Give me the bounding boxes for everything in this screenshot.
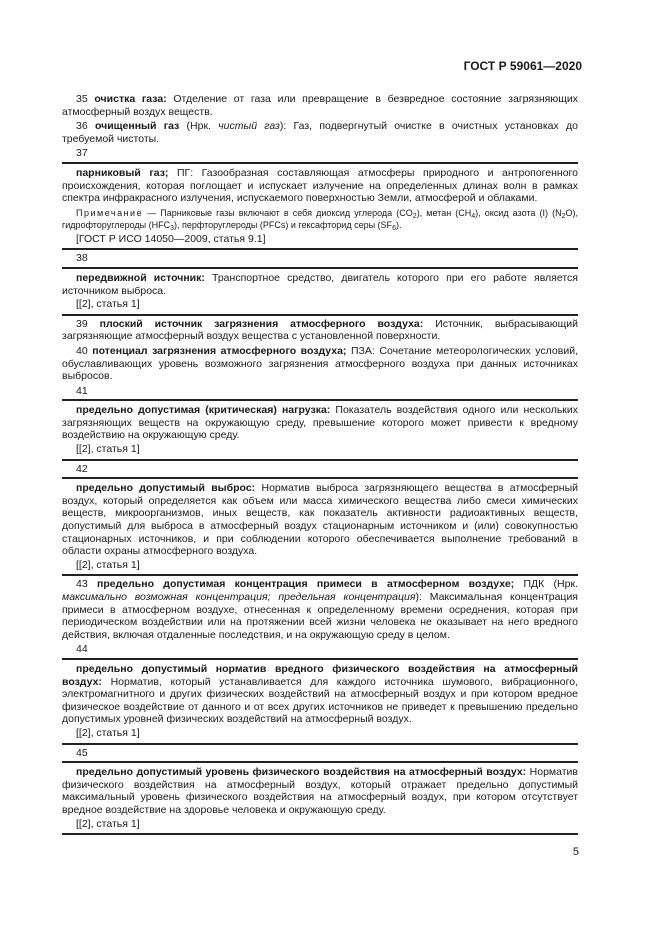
- term-name: предельно допустимая концентрация примеси в атмосферном воздухе;: [97, 578, 515, 591]
- term-number: 45: [76, 746, 88, 759]
- term-name: предельно допустимый норматив вредного физического воздействия на атмосферный воздух:: [62, 662, 578, 688]
- document-body: [62, 93, 578, 837]
- term-number: 40: [76, 344, 88, 357]
- term-definition: ПЗА: Сочетание метеорологических условий, обуславливающих уровень возможного загрязнения атмосферного воздуха при данных источниках выбросов.: [62, 344, 578, 383]
- term-box-45: [62, 761, 578, 835]
- term-definition: ПГ: Газообразная составляющая атмосферы природного и антропогенного происхождения, которая поглощает и испускает излучение на определенных длинах волн в рамках спектра инфракрасного излучения, испускаемого поверхностью Земли, атмосферой и облаками.: [62, 166, 578, 205]
- term-box-42: [62, 477, 578, 576]
- term-name: очищенный газ: [94, 120, 180, 133]
- term-definition: ): Газ, подвергнутый очистке в очистных установках до требуемой чистоты.: [62, 120, 578, 145]
- term-entry-35: [62, 93, 578, 118]
- term-definition: Источник, выбрасывающий загрязняющие атмосферный воздух вещества с установленной поверхности.: [62, 317, 578, 343]
- term-reference: [[2], статья 1]: [76, 558, 140, 571]
- term-prefix: ПДК (Нрк.: [514, 578, 578, 591]
- term-entry-38: [62, 272, 578, 297]
- term-number: 35: [76, 93, 88, 105]
- term-name: плоский источник загрязнения атмосферного воздуха:: [99, 317, 424, 330]
- term-alt: чистый газ: [218, 120, 280, 133]
- term-reference: [[2], статья 1]: [76, 726, 140, 739]
- note-label: Примечание: [76, 207, 144, 218]
- term-reference: [[2], статья 1]: [76, 817, 140, 830]
- term-entry-39: [62, 318, 578, 343]
- term-name: предельно допустимый выброс:: [76, 482, 256, 495]
- term-alt: максимально возможная концентрация; предельная концентрация: [62, 591, 416, 603]
- term-entry-45: [62, 766, 578, 816]
- term-reference: [[2], статья 1]: [76, 443, 140, 456]
- term-definition: Норматив, который устанавливается для каждого источника шумового, вибрационного, электромагнитного и других физических воздействий на атмосферный воздух и при котором вредное физическое воздействие от данного и от всех других источников не приведет к превышению предельно допустимых уровней физических воздействий на атмосферный воздух.: [62, 675, 578, 726]
- term-note: Примечание — Парниковые газы включают в себя диоксид углерода $(CO_2)$, метан $(CH_4)$, оксид азота (I) $(N_2O)$, гидрофторуглероды $(HFC_3)$, перфторуглероды (PFCs) и гексафторид серы $(SF_6)$.: [62, 207, 578, 232]
- term-number: 41: [76, 384, 88, 397]
- term-prefix: (Нрк.: [179, 120, 219, 133]
- term-entry-43: [62, 578, 578, 641]
- term-definition: Норматив выброса загрязняющего вещества в атмосферный воздух, который определяется как объем или масса химического вещества либо смеси химических веществ, микроорганизмов, иных веществ, как показатель активности радиоактивных веществ, допустимый для выброса в атмосферный воздух стационарным источником и (или) совокупностью стационарных источников, и при соблюдении которого обеспечивается выполнение требований в области охраны атмосферного воздуха.: [62, 482, 578, 558]
- term-definition: ): Максимальная концентрация примеси в атмосферном воздухе, отнесенная к определенному времени осреднения, которая при периодическом воздействии или на протяжении всей жизни человека не оказывает на него вредного действия, включая отдаленные последствия, и на окружающую среду в целом.: [62, 591, 578, 641]
- term-box-44: [62, 658, 578, 745]
- term-definition: Транспортное средство, двигатель которого при его работе является источником выброса.: [62, 271, 578, 297]
- term-entry-40: [62, 345, 578, 383]
- term-number: 39: [76, 317, 88, 330]
- term-box-38: [62, 267, 578, 316]
- document-id: ГОСТ Р 59061—2020: [463, 59, 582, 73]
- term-number: 42: [76, 462, 88, 475]
- term-name: очистка газа:: [94, 93, 167, 105]
- term-reference: [ГОСТ Р ИСО 14050—2009, статья 9.1]: [76, 232, 266, 245]
- term-number: 37: [76, 147, 88, 160]
- page-number: 5: [572, 846, 579, 858]
- term-name: предельно допустимая (критическая) нагрузка:: [76, 404, 331, 417]
- term-entry-41: [62, 404, 578, 442]
- term-definition: Показатель воздействия одного или нескольких загрязняющих веществ на окружающую среду, превышение которого может привести к вредному воздействию на окружающую среду.: [62, 404, 578, 442]
- term-name: передвижной источник:: [76, 271, 205, 284]
- term-number: 36: [76, 120, 88, 133]
- term-number: 38: [76, 252, 88, 265]
- term-name: потенциал загрязнения атмосферного воздуха;: [92, 344, 347, 357]
- term-entry-44: [62, 663, 578, 726]
- term-definition: Отделение от газа или превращение в безвредное состояние загрязняющих атмосферный воздух веществ.: [62, 93, 578, 118]
- term-definition: Норматив физического воздействия на атмосферный воздух, который отражает предельно допустимый максимальный уровень физического воздействия на атмосферный воздух, при котором отсутствует вредное воздействие на здоровье человека и окружающую среду.: [62, 766, 578, 816]
- term-entry-36: [62, 120, 578, 145]
- term-name: предельно допустимый уровень физического воздействия на атмосферный воздух:: [76, 766, 527, 779]
- term-number: 44: [76, 643, 88, 656]
- term-number: 43: [76, 578, 88, 591]
- term-name: парниковый газ;: [76, 166, 169, 179]
- term-box-41: [62, 399, 578, 460]
- term-reference: [[2], статья 1]: [76, 298, 140, 311]
- term-entry-37: [62, 167, 578, 205]
- term-box-37: [62, 162, 578, 250]
- term-entry-42: [62, 482, 578, 558]
